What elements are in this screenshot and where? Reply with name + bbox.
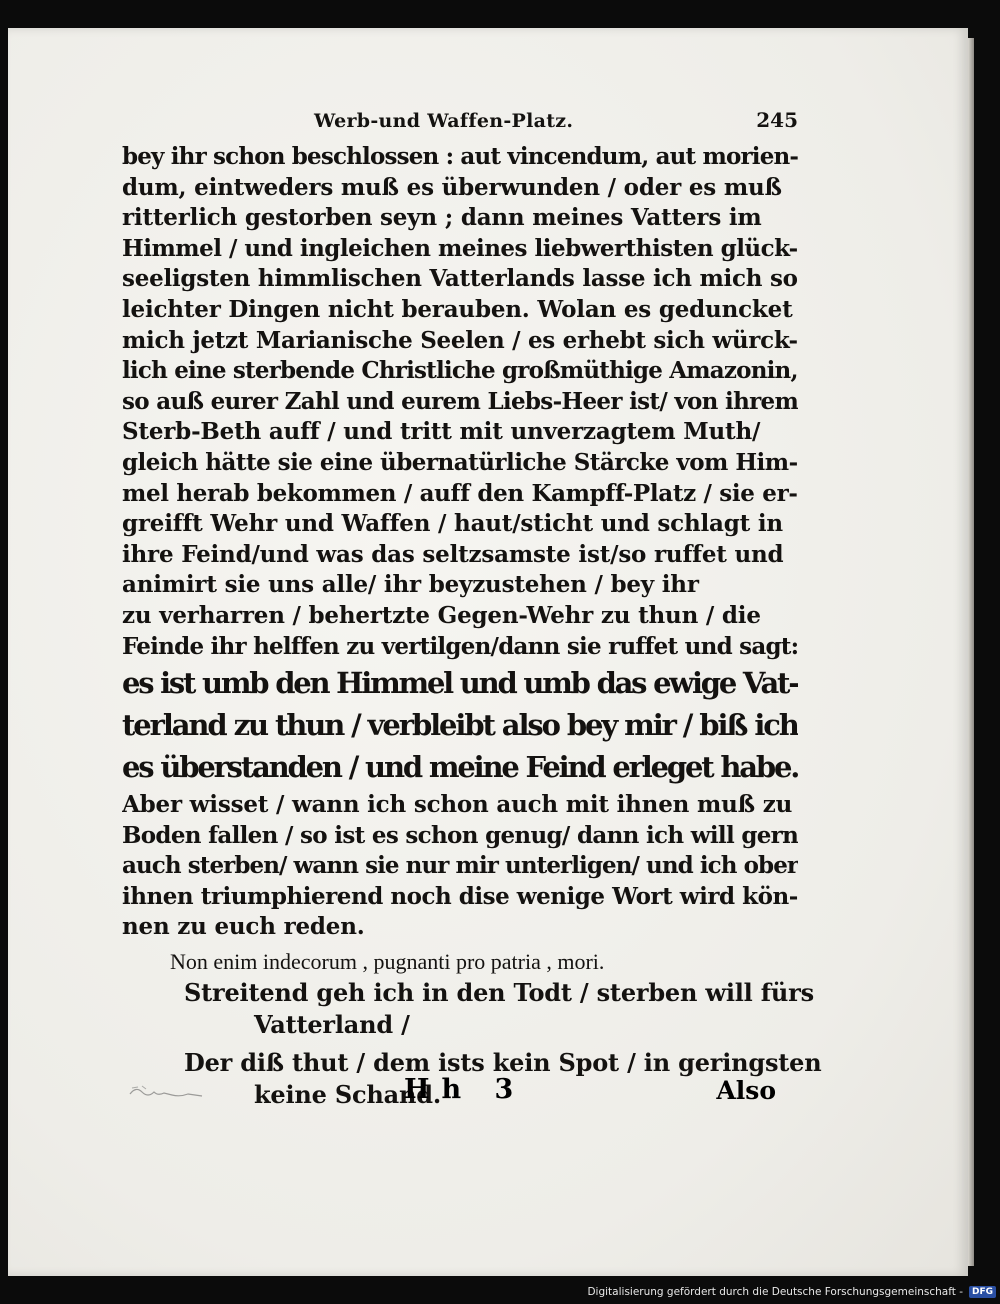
- verse-line: Der diß thut / dem ists kein Spot / in geringsten: [184, 1048, 822, 1078]
- page-edge-shadow: [968, 38, 974, 1266]
- body-paragraph: [122, 142, 798, 943]
- body-line: gleich hätte sie eine übernatürliche Stärcke vom Him-: [122, 448, 798, 476]
- running-title: Werb-und Waffen-Platz.: [314, 110, 574, 132]
- verse-line-continuation: keine Schand.: [254, 1080, 442, 1110]
- body-line: Feinde ihr helffen zu vertilgen/dann sie ruffet und sagt:: [122, 632, 798, 660]
- body-line: Boden fallen / so ist es schon genug/ dann ich will gern: [122, 821, 798, 849]
- latin-quote: Non enim indecorum , pugnanti pro patria , mori.: [170, 949, 605, 975]
- body-line: zu verharren / behertzte Gegen-Wehr zu thun / die: [122, 601, 761, 629]
- body-line: greifft Wehr und Waffen / haut/sticht und schlagt in: [122, 510, 783, 538]
- body-line: so auß eurer Zahl und eurem Liebs-Heer ist/ von ihrem: [122, 387, 798, 415]
- body-line: animirt sie uns alle/ ihr beyzustehen / bey ihr: [122, 571, 699, 599]
- ink-smudge-icon: [128, 1080, 204, 1102]
- catchword: Also: [716, 1076, 776, 1105]
- body-line: mich jetzt Marianische Seelen / es erhebt sich würck-: [122, 326, 798, 354]
- emphasis-line: terland zu thun / verbleibt also bey mir / biß ich: [122, 708, 798, 743]
- body-line: Himmel / und ingleichen meines liebwerthisten glück-: [122, 234, 798, 262]
- body-line: dum, eintweders muß es überwunden / oder es muß: [122, 173, 782, 201]
- running-head: [122, 108, 798, 142]
- emphasis-line: es ist umb den Himmel und umb das ewige Vat-: [122, 666, 798, 701]
- body-line: bey ihr schon beschlossen : aut vincendum, aut morien-: [122, 143, 798, 170]
- body-line: ihre Feind/und was das seltzsamste ist/so ruffet und: [122, 540, 784, 568]
- page-number: 245: [756, 108, 798, 132]
- body-line: nen zu euch reden.: [122, 913, 365, 941]
- text-block: [122, 108, 822, 1111]
- body-line: lich eine sterbende Christliche großmüthige Amazonin,: [122, 357, 798, 385]
- emphasis-line: es überstanden / und meine Feind erleget habe.: [122, 750, 798, 785]
- body-line: ritterlich gestorben seyn ; dann meines Vatters im: [122, 204, 762, 232]
- body-line: mel herab bekommen / auff den Kampff-Platz / sie er-: [122, 479, 798, 507]
- body-line: Sterb-Beth auff / und tritt mit unverzagtem Muth/: [122, 418, 761, 446]
- digitization-notice-text: Digitalisierung gefördert durch die Deutsche Forschungsgemeinschaft -: [587, 1286, 963, 1298]
- verse-line-continuation: Vatterland /: [254, 1010, 410, 1040]
- body-line: seeligsten himmlischen Vatterlands lasse ich mich so: [122, 265, 798, 293]
- digitization-notice: [587, 1284, 996, 1300]
- page-footer: [122, 1074, 782, 1114]
- body-line: ihnen triumphierend noch dise wenige Wort wird kön-: [122, 882, 798, 910]
- verse-line: Streitend geh ich in den Todt / sterben will fürs: [184, 978, 814, 1008]
- body-line: leichter Dingen nicht berauben. Wolan es geduncket: [122, 295, 793, 323]
- dfg-logo: DFG: [969, 1286, 996, 1298]
- body-line: auch sterben/ wann sie nur mir unterligen/ und ich ober: [122, 852, 798, 880]
- body-line: Aber wisset / wann ich schon auch mit ihnen muß zu: [122, 791, 793, 819]
- signature-mark: Hh 3: [404, 1074, 526, 1105]
